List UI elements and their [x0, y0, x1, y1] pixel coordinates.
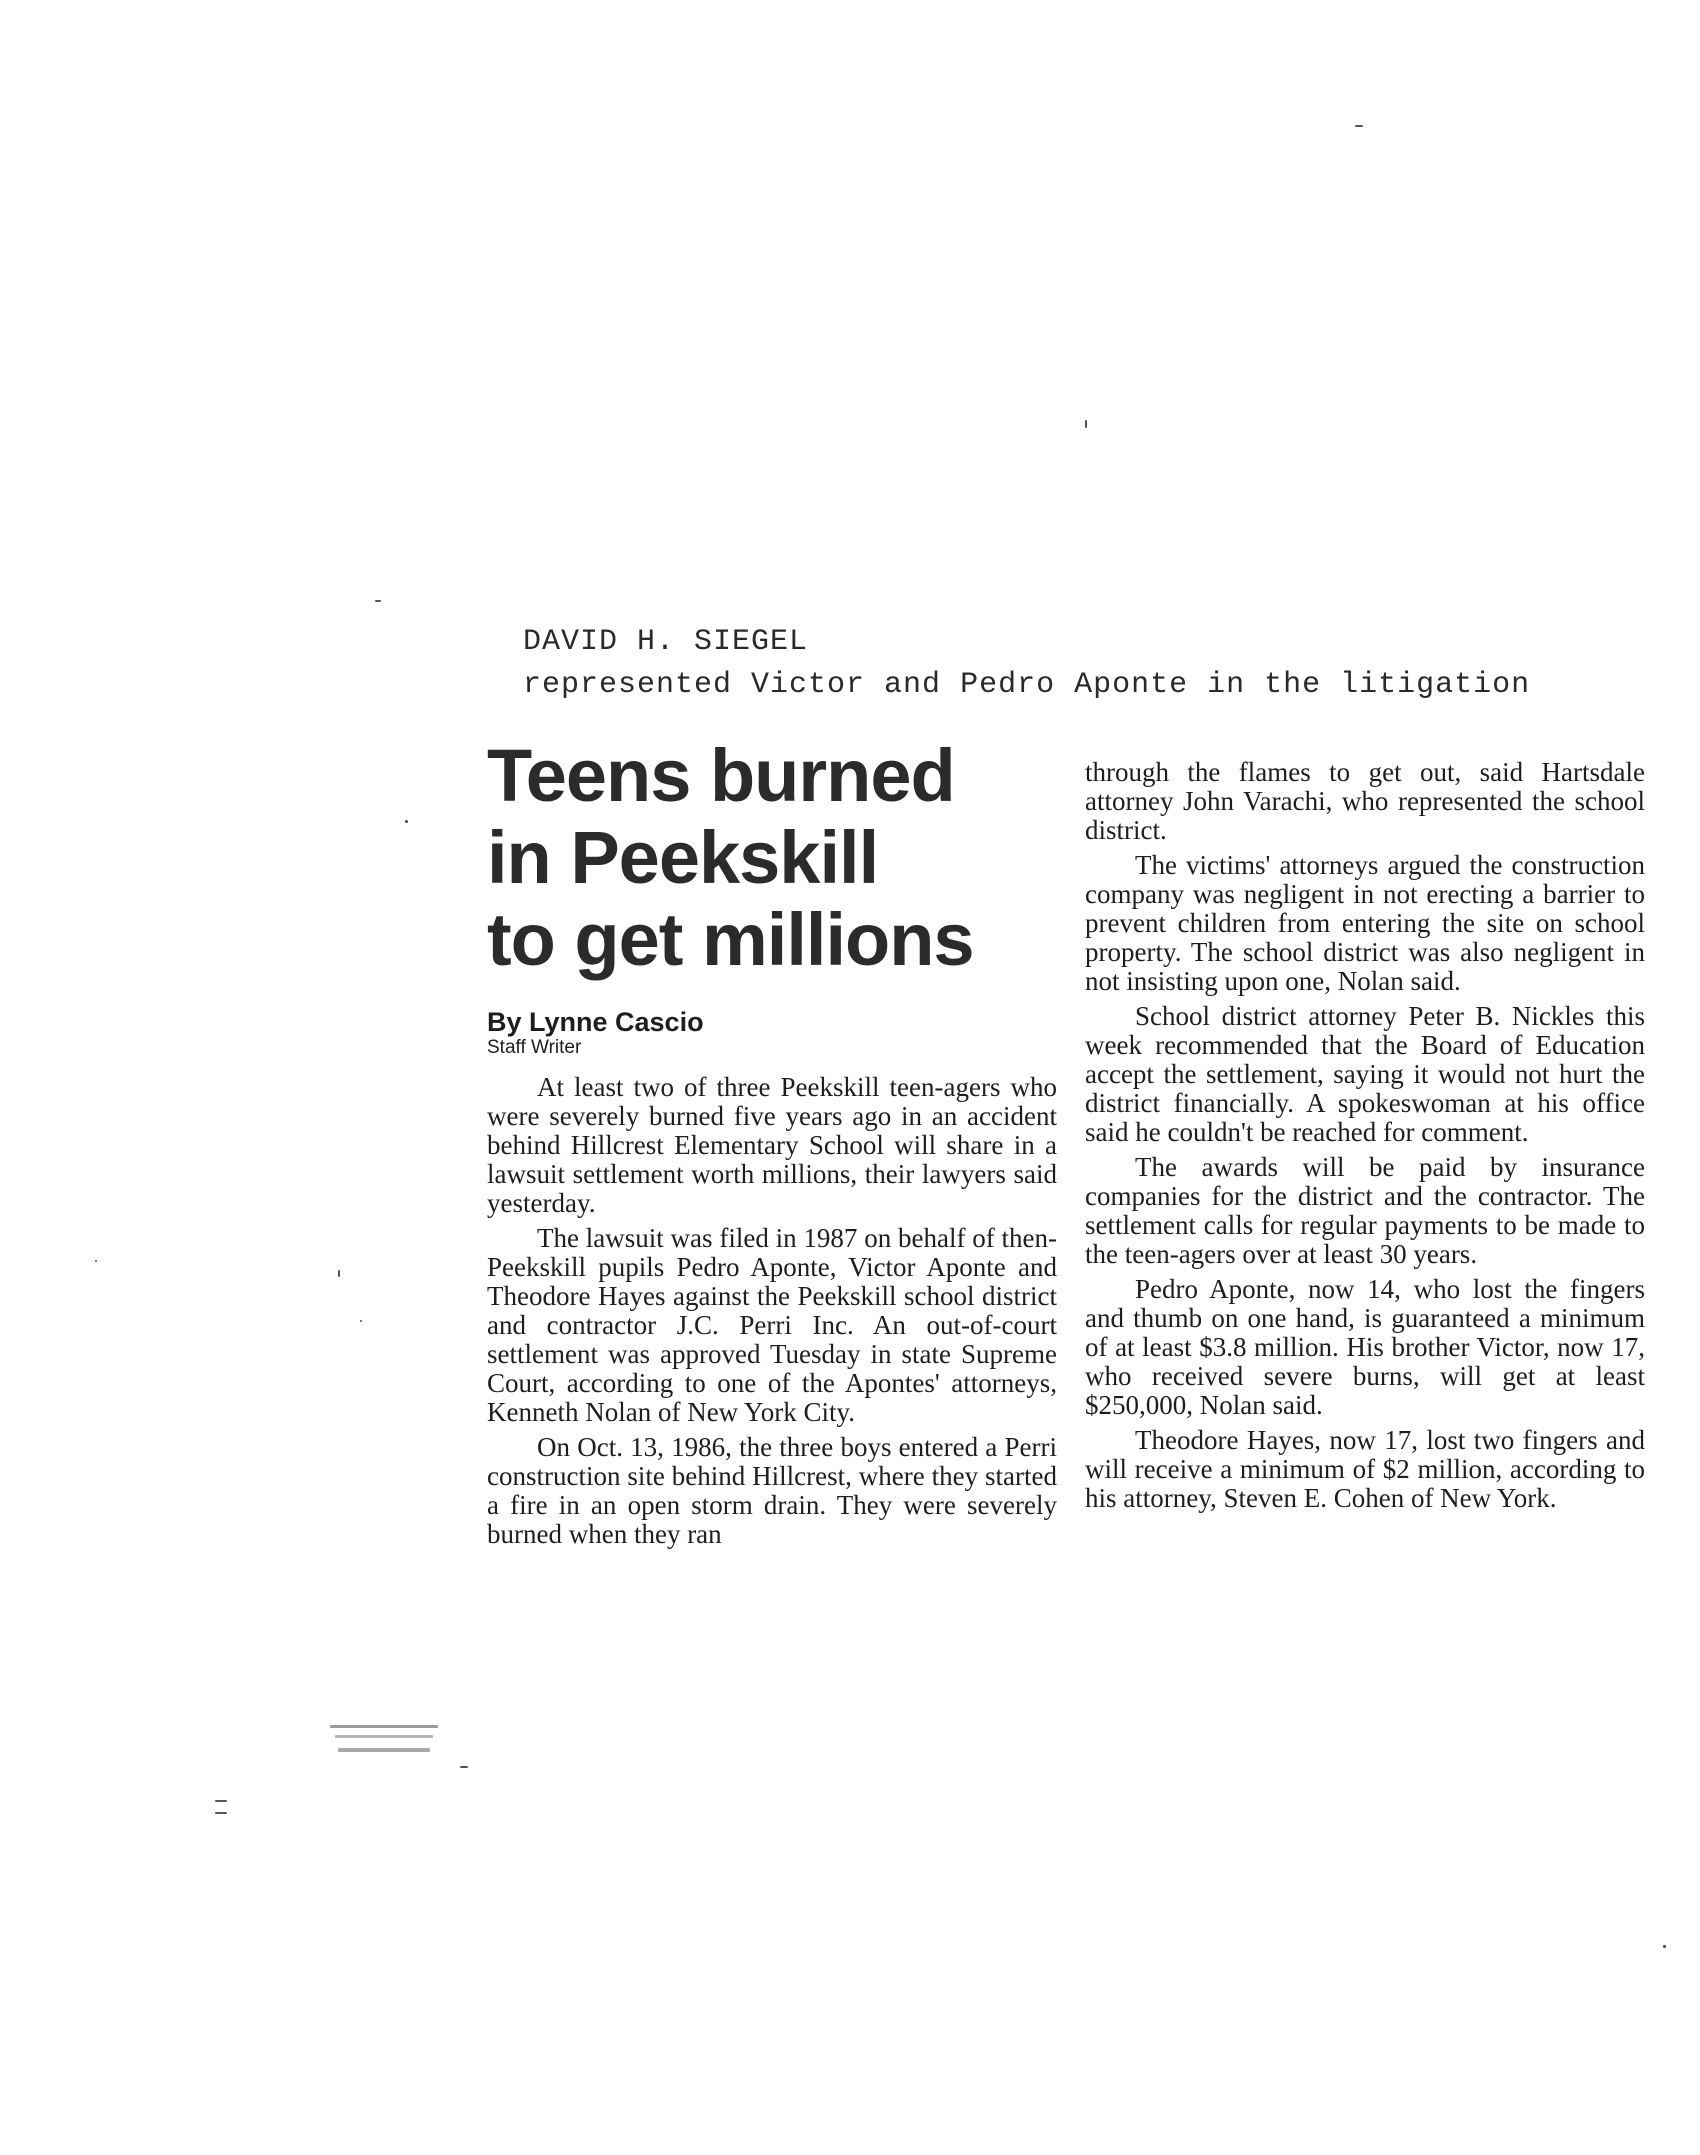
scan-speck	[338, 1748, 430, 1752]
scan-speck	[215, 1812, 227, 1814]
article-right-column	[1085, 758, 1645, 1519]
article-paragraph-1: At least two of three Peekskill teen-agers who were severely burned five years ago in an accident behind Hillcrest Elementary School will share in a lawsuit settlement worth millions, their lawyers said yesterday.	[487, 1072, 1057, 1218]
headline-line-1: Teens burned	[487, 734, 955, 817]
byline: By Lynne Cascio	[487, 1007, 704, 1037]
article-paragraph-5: The victims' attorneys argued the construction company was negligent in not erecting a barrier to prevent children from entering the site on school property. The school district was also negligent in not insisting upon one, Nolan said.	[1085, 850, 1645, 996]
scan-speck	[338, 1270, 340, 1277]
scan-speck	[95, 1260, 97, 1262]
scan-speck	[1085, 420, 1087, 428]
scan-speck	[215, 1800, 227, 1802]
article-paragraph-7: The awards will be paid by insurance companies for the district and the contractor. The settlement calls for regular payments to be made to the teen-agers over at least 30 years.	[1085, 1152, 1645, 1269]
article-paragraph-4: through the flames to get out, said Hartsdale attorney John Varachi, who represented the school district.	[1085, 757, 1645, 845]
headline-line-2: in Peekskill	[487, 816, 879, 899]
typed-annotation-note: represented Victor and Pedro Aponte in the litigation	[523, 668, 1531, 702]
headline-line-3: to get millions	[487, 898, 974, 981]
typed-annotation-name: DAVID H. SIEGEL	[523, 625, 809, 659]
article-paragraph-6: School district attorney Peter B. Nickles this week recommended that the Board of Education accept the settlement, saying it would not hurt the district financially. A spokeswoman at his office said he couldn't be reached for comment.	[1085, 1001, 1645, 1147]
scan-speck	[330, 1725, 438, 1728]
headline	[487, 735, 1057, 981]
article-paragraph-2: The lawsuit was filed in 1987 on behalf of then-Peekskill pupils Pedro Aponte, Victor Aponte and Theodore Hayes against the Peekskill school district and contractor J.C. Perri Inc. An out-of-court settlement was approved Tuesday in state Supreme Court, according to one of the Apontes' attorneys, Kenneth Nolan of New York City.	[487, 1223, 1057, 1427]
scan-speck	[360, 1320, 362, 1322]
article-paragraph-8: Pedro Aponte, now 14, who lost the fingers and thumb on one hand, is guaranteed a minimum of at least $3.8 million. His brother Victor, now 17, who received severe burns, will get at least $250,000, Nolan said.	[1085, 1274, 1645, 1420]
scan-speck	[1663, 1945, 1666, 1948]
article-paragraph-9: Theodore Hayes, now 17, lost two fingers and will receive a minimum of $2 million, according to his attorney, Steven E. Cohen of New York.	[1085, 1425, 1645, 1513]
article-paragraph-3: On Oct. 13, 1986, the three boys entered a Perri construction site behind Hillcrest, where they started a fire in an open storm drain. They were severely burned when they ran	[487, 1432, 1057, 1549]
article-left-column	[487, 735, 1057, 1555]
scan-speck	[460, 1766, 468, 1768]
scan-speck	[405, 820, 408, 823]
byline-role: Staff Writer	[487, 1037, 582, 1058]
scan-speck	[1355, 125, 1363, 127]
scan-speck	[375, 600, 381, 602]
scan-speck	[335, 1735, 433, 1738]
